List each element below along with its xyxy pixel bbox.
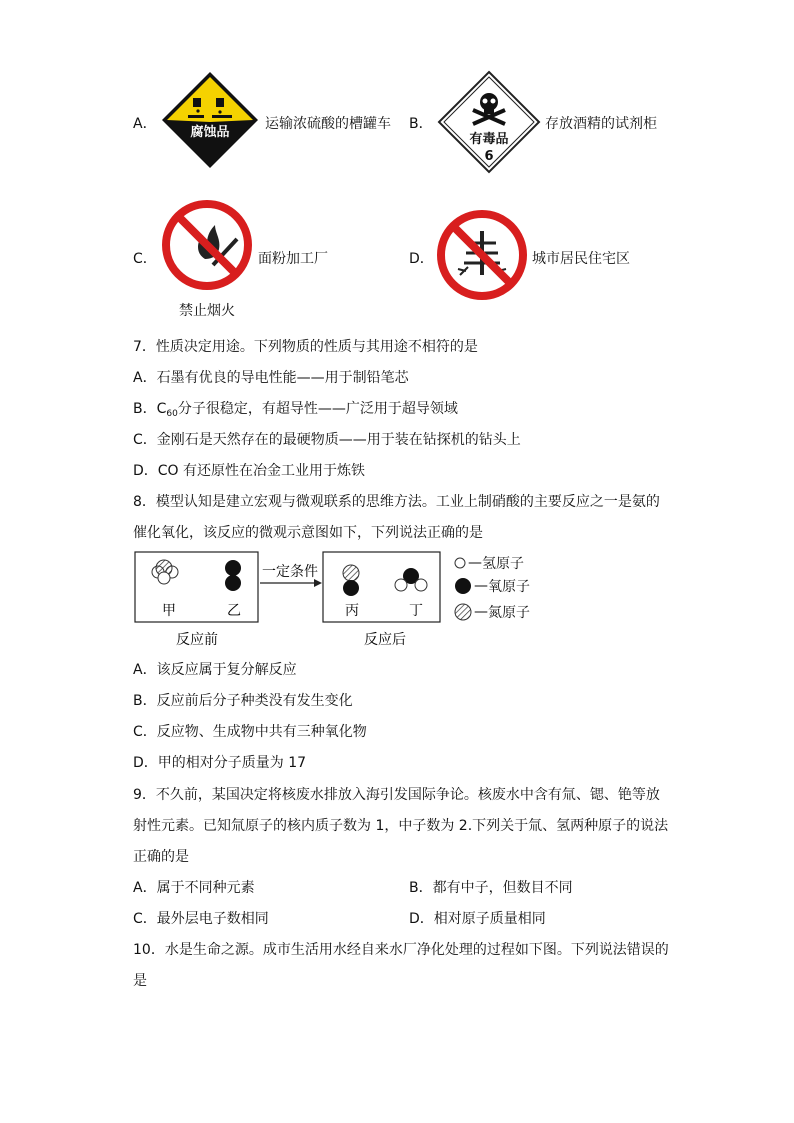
- label-yi: 乙: [227, 603, 241, 619]
- hydrogen-atom-icon: [454, 557, 466, 569]
- q10-stem-line1: 10．水是生命之源。成市生活用水经自来水厂净化处理的过程如下图。下列说法错误的: [133, 942, 669, 958]
- q7-option-d: D．CO 有还原性在冶金工业用于炼铁: [133, 463, 366, 479]
- q6-option-b-text: 存放酒精的试剂柜: [545, 116, 657, 132]
- label-jia: 甲: [162, 603, 176, 619]
- q9-option-c: C．最外层电子数相同: [133, 911, 269, 927]
- label-bing: 丙: [345, 603, 359, 619]
- q8-option-a: A．该反应属于复分解反应: [133, 662, 297, 678]
- q9-stem-line1: 9．不久前，某国决定将核废水排放入海引发国际争论。核废水中含有氚、锶、铯等放: [133, 787, 660, 803]
- q7-option-c: C．金刚石是天然存在的最硬物质——用于装在钻探机的钻头上: [133, 432, 521, 448]
- q7-option-a: A．石墨有优良的导电性能——用于制铅笔芯: [133, 370, 409, 386]
- caption-before: 反应前: [176, 632, 218, 648]
- corrosive-sign-icon: [160, 70, 260, 170]
- toxic-sign-number: 6: [484, 149, 494, 164]
- q6-option-c-caption: 禁止烟火: [179, 303, 235, 319]
- legend-nitrogen: [454, 602, 530, 622]
- q6-option-c-letter: C．: [133, 251, 157, 267]
- q6-option-a-letter: A．: [133, 116, 157, 132]
- q9-stem-line3: 正确的是: [133, 849, 189, 865]
- legend-dash: —: [474, 604, 488, 620]
- q7-option-b-text: 分子很稳定，有超导性——广泛用于超导领域: [177, 401, 458, 417]
- corrosive-sign-label: 腐蚀品: [190, 125, 230, 140]
- q6-option-b-letter: B．: [409, 116, 433, 132]
- toxic-sign-label: 有毒品: [469, 132, 509, 147]
- legend-hydrogen: [454, 553, 524, 573]
- q7-option-b-subscript: 60: [166, 409, 178, 419]
- q7-option-b-prefix: B．C: [133, 401, 167, 417]
- q9-option-b: B．都有中子，但数目不同: [409, 880, 573, 896]
- no-fire-sign-icon: [161, 199, 253, 291]
- no-fireworks-sign-icon: [436, 209, 528, 301]
- q8-stem-line2: 催化氧化，该反应的微观示意图如下，下列说法正确的是: [133, 525, 483, 541]
- legend-dash: —: [474, 578, 488, 594]
- q7-option-b: [133, 399, 458, 424]
- reaction-condition: 一定条件: [262, 564, 318, 580]
- oxygen-atom-icon: [454, 577, 472, 595]
- reaction-diagram: [134, 551, 444, 651]
- legend-hydrogen-label: 氢原子: [482, 556, 524, 572]
- q6-option-a-text: 运输浓硫酸的槽罐车: [265, 116, 391, 132]
- nitrogen-atom-icon: [454, 603, 472, 621]
- q10-stem-line2: 是: [133, 973, 147, 989]
- q8-stem-line1: 8．模型认知是建立宏观与微观联系的思维方法。工业上制硝酸的主要反应之一是氨的: [133, 494, 660, 510]
- caption-after: 反应后: [364, 632, 406, 648]
- q6-option-d-text: 城市居民住宅区: [532, 251, 630, 267]
- q9-option-a: A．属于不同种元素: [133, 880, 255, 896]
- q6-option-d-letter: D．: [409, 251, 434, 267]
- legend-oxygen-label: 氧原子: [488, 579, 530, 595]
- legend-oxygen: [454, 576, 530, 596]
- q6-option-c-text: 面粉加工厂: [258, 251, 328, 267]
- label-ding: 丁: [409, 603, 423, 619]
- q8-option-b: B．反应前后分子种类没有发生变化: [133, 693, 353, 709]
- toxic-sign-icon: [437, 70, 541, 174]
- q9-option-d: D．相对原子质量相同: [409, 911, 546, 927]
- q9-stem-line2: 射性元素。已知氚原子的核内质子数为 1，中子数为 2.下列关于氚、氢两种原子的说法: [133, 818, 669, 834]
- q7-stem: 7．性质决定用途。下列物质的性质与其用途不相符的是: [133, 339, 478, 355]
- reaction-arrow-head: [314, 579, 322, 587]
- legend-dash: —: [468, 555, 482, 571]
- legend-nitrogen-label: 氮原子: [488, 605, 530, 621]
- q8-option-d: D．甲的相对分子质量为 17: [133, 755, 307, 771]
- q8-option-c: C．反应物、生成物中共有三种氧化物: [133, 724, 367, 740]
